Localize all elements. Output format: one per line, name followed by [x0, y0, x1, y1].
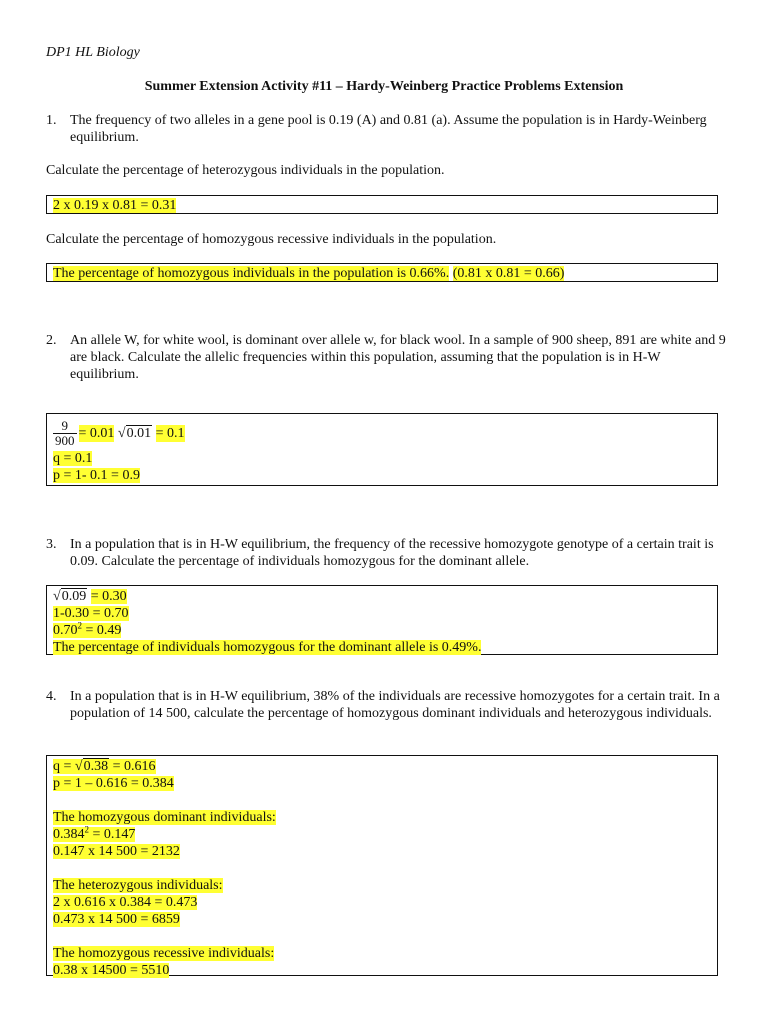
radicand: 0.38: [83, 759, 109, 774]
question-number: 4.: [46, 689, 57, 704]
answer-text: q = 0.1: [53, 451, 93, 466]
answer-text: The percentage of individuals homozygous for the dominant allele is 0.49%.: [53, 640, 482, 655]
base: 0.384: [53, 827, 85, 842]
question-text: In a population that is in H-W equilibrium, the frequency of the recessive homozygote genotype of a certain trait is 0.09. Calculate the percentage of individuals homozygous for the dominant allele.: [70, 537, 714, 569]
answer-box-1a: [46, 195, 718, 214]
answer-box-1b: [46, 263, 718, 282]
section-label: The homozygous recessive individuals:: [53, 946, 275, 961]
answer-text: 0.38 x 14500 = 5510: [53, 963, 170, 978]
question-text: An allele W, for white wool, is dominant over allele w, for black wool. In a sample of 900 sheep, 891 are white and 9 are black. Calculate the allelic frequencies within this population, assuming that the population is in H-W equilibrium.: [70, 333, 726, 382]
fraction: [53, 419, 77, 448]
base: 0.70: [53, 623, 78, 638]
answer-box-2: [46, 413, 718, 486]
section-label: The homozygous dominant individuals:: [53, 810, 276, 825]
radicand: 0.09: [61, 589, 87, 604]
section-label: The heterozygous individuals:: [53, 878, 223, 893]
numerator: 9: [53, 419, 77, 434]
answer-text: q =: [53, 759, 72, 774]
denominator: 900: [55, 432, 75, 448]
answer-text: 0.147 x 14 500 = 2132: [53, 844, 180, 859]
question-text: In a population that is in H-W equilibrium, 38% of the individuals are recessive homozygotes for a certain trait. In a population of 14 500, calculate the percentage of homozygous dominant individuals and heterozygous individuals.: [70, 689, 720, 721]
answer-box-4: [46, 755, 718, 976]
question-3: [46, 536, 726, 570]
square-root: √0.38: [74, 759, 109, 774]
answer-fraction-line: [53, 416, 711, 450]
square-root: √0.01: [117, 425, 152, 441]
answer-text: 1-0.30 = 0.70: [53, 606, 129, 621]
question-number: 1.: [46, 113, 57, 128]
answer-text: = 0.30: [90, 589, 127, 604]
prompt-homozygous-recessive: Calculate the percentage of homozygous recessive individuals in the population.: [46, 232, 497, 247]
square-root: √0.09: [53, 589, 87, 604]
answer-text: [53, 620, 122, 638]
exponent: 2: [84, 824, 89, 835]
prompt-heterozygous: Calculate the percentage of heterozygous individuals in the population.: [46, 163, 445, 178]
question-4: [46, 688, 726, 722]
question-1: [46, 112, 726, 146]
answer-calculation: (0.81 x 0.81 = 0.66): [452, 266, 565, 281]
answer-text: = 0.1: [155, 425, 185, 441]
question-2: [46, 332, 726, 383]
answer-text: 0.473 x 14 500 = 6859: [53, 912, 180, 927]
question-number: 2.: [46, 333, 57, 348]
result: = 0.147: [92, 827, 136, 842]
exponent: 2: [77, 620, 82, 631]
answer-text: = 0.01: [78, 425, 115, 441]
result: = 0.49: [85, 623, 122, 638]
answer-text: The percentage of homozygous individuals in the population is 0.66%.: [53, 266, 450, 281]
radicand: 0.01: [126, 425, 152, 441]
answer-text: 2 x 0.19 x 0.81 = 0.31: [53, 198, 177, 213]
question-number: 3.: [46, 537, 57, 552]
answer-text: 2 x 0.616 x 0.384 = 0.473: [53, 895, 198, 910]
answer-text: p = 1 – 0.616 = 0.384: [53, 776, 174, 791]
question-text: The frequency of two alleles in a gene pool is 0.19 (A) and 0.81 (a). Assume the population is in Hardy-Weinberg equilibrium.: [70, 113, 707, 145]
answer-text: p = 1- 0.1 = 0.9: [53, 468, 140, 483]
course-label: DP1 HL Biology: [46, 45, 140, 60]
page-title: Summer Extension Activity #11 – Hardy-Weinberg Practice Problems Extension: [144, 79, 624, 94]
answer-text: = 0.616: [112, 759, 156, 774]
answer-box-3: [46, 585, 718, 655]
